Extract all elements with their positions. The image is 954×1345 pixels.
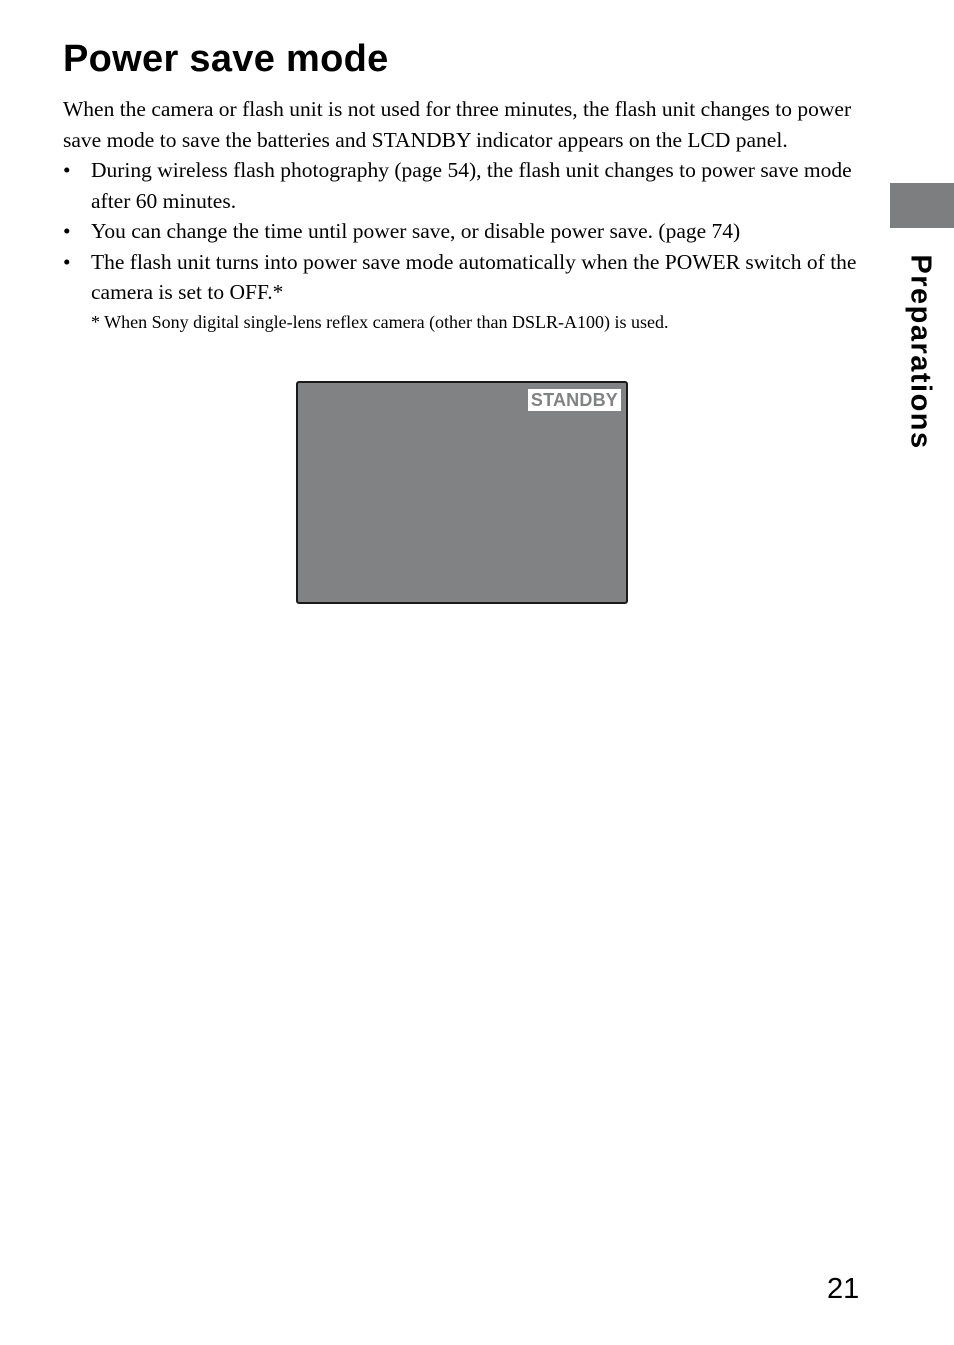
bullet-item <box>63 216 863 247</box>
footnote: * When Sony digital single-lens reflex camera (other than DSLR-A100) is used. <box>91 311 669 332</box>
lcd-panel-illustration <box>296 381 628 604</box>
section-tab-label: Preparations <box>904 254 937 450</box>
page-number: 21 <box>827 1273 860 1305</box>
bullet-list <box>63 155 863 308</box>
bullet-icon: • <box>63 158 71 182</box>
standby-indicator: STANDBY <box>528 389 621 411</box>
bullet-text: You can change the time until power save, or disable power save. (page 74) <box>91 219 741 243</box>
bullet-item <box>63 155 863 216</box>
body-text <box>63 94 863 336</box>
section-tab-marker <box>890 183 954 228</box>
intro-paragraph: When the camera or flash unit is not used for three minutes, the flash unit changes to power save mode to save the batteries and STANDBY indicator appears on the LCD panel. <box>63 97 852 152</box>
bullet-text: The flash unit turns into power save mode automatically when the POWER switch of the camera is set to OFF.* <box>91 249 857 304</box>
page-title: Power save mode <box>63 38 389 80</box>
bullet-item <box>63 247 863 308</box>
bullet-icon: • <box>63 249 71 274</box>
bullet-icon: • <box>63 219 71 243</box>
bullet-text: During wireless flash photography (page 54), the flash unit changes to power save mode after 60 minutes. <box>91 158 852 213</box>
